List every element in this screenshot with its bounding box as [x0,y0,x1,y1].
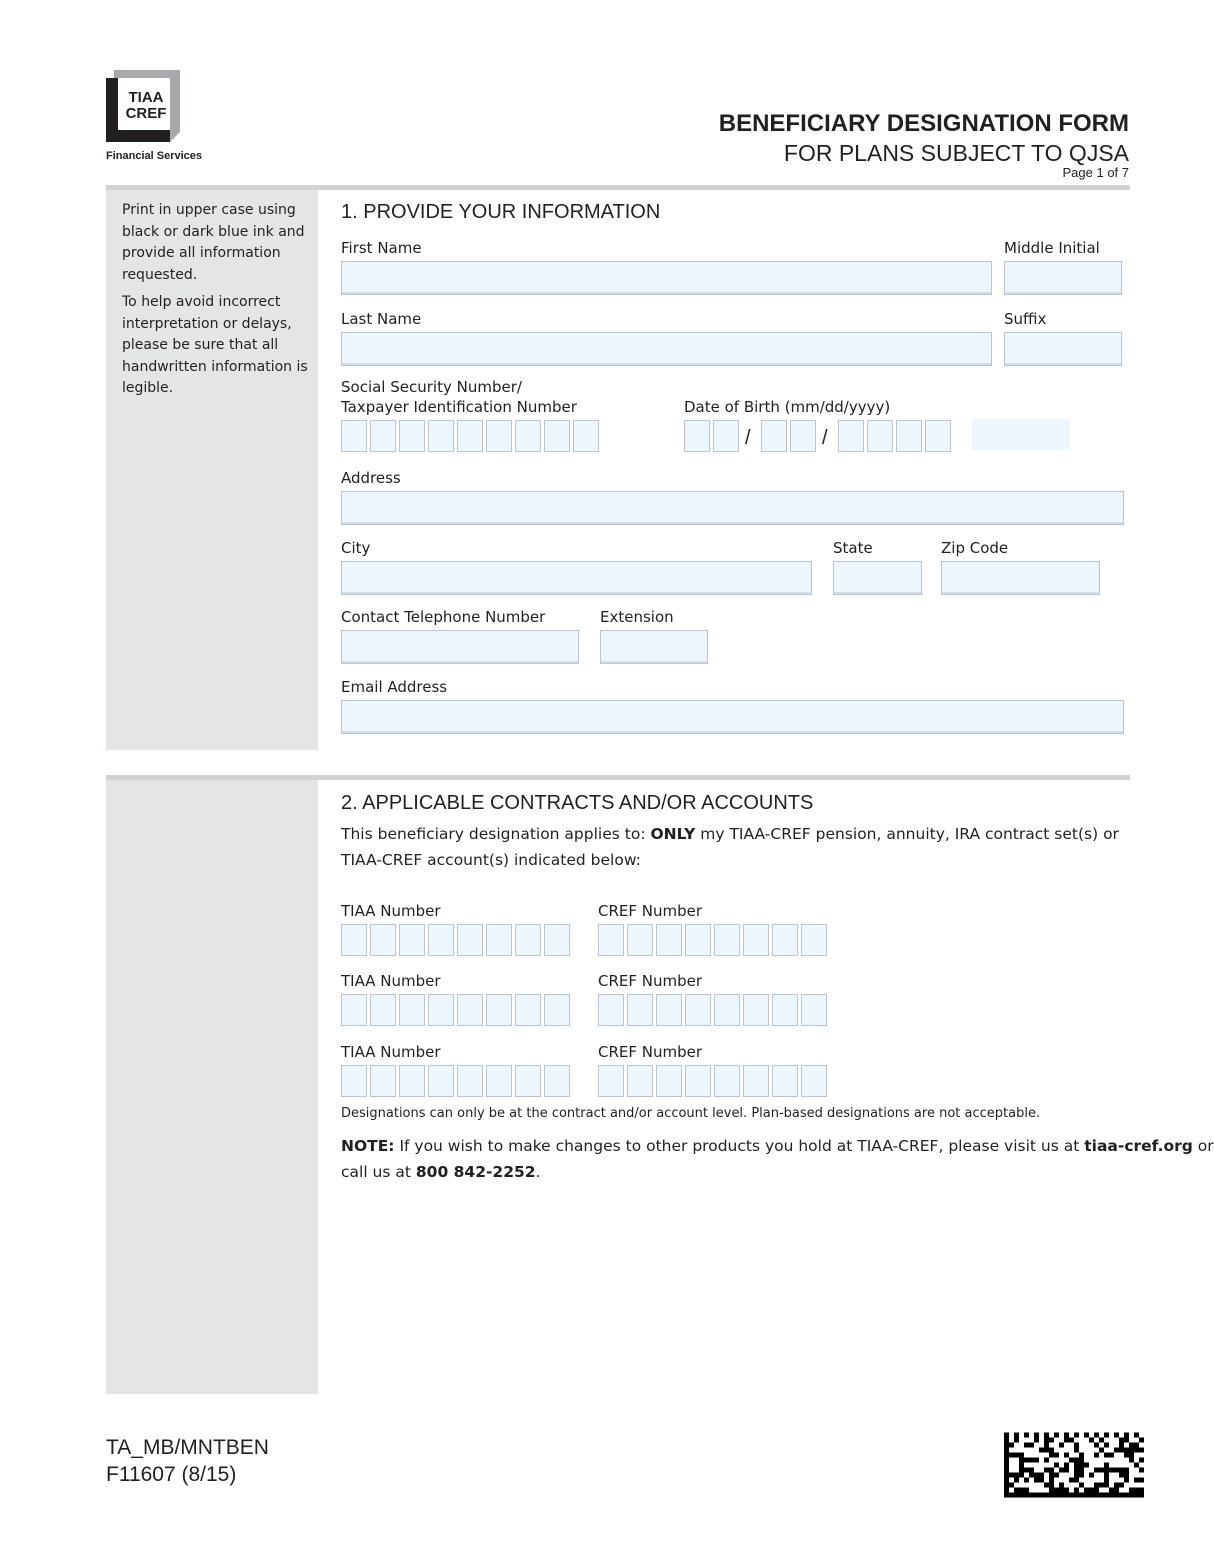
intro-text: This beneficiary designation applies to: [341,825,651,843]
dob-separator: / [822,427,828,449]
form-subtitle: FOR PLANS SUBJECT TO QJSA [783,140,1129,166]
barcode-module [1019,1473,1024,1478]
contact-note-line-1 [341,1133,1214,1159]
barcode-module [1134,1443,1139,1448]
section-2-sidebar [106,780,318,1394]
barcode-module [1074,1448,1079,1453]
barcode-module [1134,1433,1139,1438]
cref-digit[interactable] [714,994,740,1026]
barcode-module [1034,1438,1039,1443]
phone-label: Contact Telephone Number [341,608,546,626]
tiaa-digit[interactable] [341,994,367,1026]
barcode-module [1114,1433,1119,1438]
barcode-module [1124,1478,1129,1483]
first-name-label: First Name [341,239,422,257]
barcode-module [1024,1468,1029,1473]
barcode-module [1044,1443,1049,1448]
tiaa-number-input[interactable] [341,1065,570,1097]
tiaa-digit[interactable] [544,1065,570,1097]
barcode-module [1014,1453,1019,1458]
address-label: Address [341,469,401,487]
barcode-module [1139,1468,1144,1473]
cref-digit[interactable] [598,994,624,1026]
barcode-module [1054,1463,1059,1468]
barcode-module [1124,1453,1129,1458]
dob-digit[interactable] [925,420,951,452]
tiaa-number-label: TIAA Number [341,972,441,990]
cref-digit[interactable] [772,994,798,1026]
barcode-module [1074,1473,1079,1478]
tiaa-digit[interactable] [341,1065,367,1097]
cref-digit[interactable] [598,924,624,956]
barcode-module [1119,1448,1124,1453]
barcode-module [1009,1443,1014,1448]
cref-number-input[interactable] [598,994,827,1026]
barcode-module [1094,1488,1099,1493]
ssn-digit[interactable] [486,420,512,452]
barcode-module [1024,1433,1029,1438]
barcode-module [1104,1473,1109,1478]
tiaa-digit[interactable] [341,924,367,956]
barcode-module [1129,1453,1134,1458]
barcode-module [1104,1463,1109,1468]
barcode-module [1059,1443,1064,1448]
form-code: TA_MB/MNTBEN [106,1436,269,1459]
barcode-module [1039,1478,1044,1483]
tiaa-number-label: TIAA Number [341,902,441,920]
barcode-module [1074,1488,1079,1493]
barcode-module [1019,1453,1024,1458]
dob-digit[interactable] [896,420,922,452]
barcode-module [1094,1453,1099,1458]
barcode-module [1089,1438,1094,1443]
first-name-input[interactable] [341,261,992,295]
cref-number-label: CREF Number [598,902,703,920]
contact-note-line-2 [341,1159,1131,1185]
cref-digit[interactable] [598,1065,624,1097]
cref-digit[interactable] [772,1065,798,1097]
cref-digit[interactable] [743,994,769,1026]
barcode-module [1099,1468,1104,1473]
reserved-field [972,419,1070,450]
barcode-module [1049,1438,1054,1443]
dob-digit[interactable] [790,420,816,452]
barcode-module [1034,1473,1039,1478]
barcode-module [1094,1468,1099,1473]
dob-year-input[interactable] [838,420,951,452]
section-1-heading: 1. PROVIDE YOUR INFORMATION [341,201,661,223]
barcode-module [1074,1433,1079,1438]
barcode-module [1124,1473,1129,1478]
barcode-module [1134,1463,1139,1468]
barcode-module [1124,1468,1129,1473]
tiaa-number-label: TIAA Number [341,1043,441,1061]
intro-text: my TIAA-CREF pension, annuity, IRA contract set(s) or [695,825,1119,843]
barcode-module [1129,1448,1134,1453]
ssn-digit[interactable] [457,420,483,452]
barcode-module [1034,1433,1039,1438]
barcode-module [1094,1483,1099,1488]
tiaa-digit[interactable] [428,1065,454,1097]
dob-digit[interactable] [838,420,864,452]
barcode-module [1029,1443,1034,1448]
tiaa-digit[interactable] [399,1065,425,1097]
tiaa-digit[interactable] [370,1065,396,1097]
ssn-digit[interactable] [428,420,454,452]
barcode-module [1079,1483,1084,1488]
cref-digit[interactable] [685,924,711,956]
barcode-module [1129,1488,1134,1493]
barcode-module [1139,1438,1144,1443]
tiaa-digit[interactable] [544,924,570,956]
address-input[interactable] [341,491,1124,525]
intro-emphasis: ONLY [650,825,696,843]
barcode-module [1029,1458,1034,1463]
barcode-module [1099,1483,1104,1488]
barcode-module [1049,1468,1054,1473]
barcode-module [1074,1478,1079,1483]
barcode-module [1079,1473,1084,1478]
barcode-module [1119,1468,1124,1473]
cref-digit[interactable] [685,1065,711,1097]
website-link[interactable]: tiaa-cref.org [1084,1137,1193,1155]
barcode-module [1019,1463,1024,1468]
barcode-module [1049,1453,1054,1458]
intro-line-1 [341,821,1131,847]
ssn-digit[interactable] [399,420,425,452]
barcode-module [1069,1478,1074,1483]
dob-day-input[interactable] [761,420,816,452]
ssn-digit[interactable] [515,420,541,452]
barcode-module [1074,1443,1079,1448]
barcode-module [1064,1488,1069,1493]
ssn-digit[interactable] [370,420,396,452]
barcode-module [1069,1458,1074,1463]
barcode-module [1124,1438,1129,1443]
email-input[interactable] [341,700,1124,734]
barcode-module [1119,1473,1124,1478]
zip-label: Zip Code [941,539,1009,557]
barcode-module [1044,1433,1049,1438]
tiaa-digit[interactable] [515,924,541,956]
barcode-module [1124,1433,1129,1438]
barcode-module [1104,1478,1109,1483]
barcode-module [1019,1488,1024,1493]
barcode-module [1089,1488,1094,1493]
barcode-module [1074,1468,1079,1473]
barcode-module [1044,1458,1049,1463]
barcode-module [1139,1448,1144,1453]
barcode-module [1114,1448,1119,1453]
barcode-module [1104,1443,1109,1448]
cref-digit[interactable] [801,994,827,1026]
barcode-module [1054,1453,1059,1458]
barcode-module [1064,1463,1069,1468]
logo-wordmark [124,90,168,122]
barcode-module [1079,1463,1084,1468]
barcode-module [1034,1478,1039,1483]
barcode-module [1024,1488,1029,1493]
cref-digit[interactable] [743,924,769,956]
tiaa-digit[interactable] [399,994,425,1026]
tiaa-digit[interactable] [370,994,396,1026]
barcode-module [1084,1488,1089,1493]
ssn-label-line-1: Social Security Number/ [341,378,522,396]
ssn-digit[interactable] [341,420,367,452]
barcode-module [1029,1473,1034,1478]
intro-line-2: TIAA-CREF account(s) indicated below: [341,851,641,869]
barcode-module [1054,1473,1059,1478]
note-label: NOTE: [341,1137,395,1155]
tiaa-digit[interactable] [370,924,396,956]
note-text: call us at [341,1163,416,1181]
barcode-module [1019,1458,1024,1463]
middle-initial-label: Middle Initial [1004,239,1100,257]
cref-digit[interactable] [714,1065,740,1097]
dob-digit[interactable] [761,420,787,452]
barcode-module [1119,1483,1124,1488]
cref-digit[interactable] [656,994,682,1026]
barcode-module [1054,1488,1059,1493]
state-label: State [833,539,873,557]
barcode-module [1129,1443,1134,1448]
barcode-module [1104,1453,1109,1458]
barcode-module [1019,1468,1024,1473]
instructions-text-2: To help avoid incorrect interpretation or delays, please be sure that all handwritten information is legible. [122,294,308,396]
form-version: F11607 (8/15) [106,1463,237,1486]
logo-line-tiaa: TIAA [128,89,164,106]
city-label: City [341,539,371,557]
barcode-module [1024,1443,1029,1448]
instructions-sidebar [106,190,318,750]
cref-number-input[interactable] [598,1065,827,1097]
ssn-digit[interactable] [573,420,599,452]
barcode-module [1044,1448,1049,1453]
barcode-module [1039,1473,1044,1478]
tiaa-digit[interactable] [486,1065,512,1097]
barcode-module [1134,1478,1139,1483]
barcode-module [1114,1488,1119,1493]
logo-subtitle: Financial Services [106,150,202,162]
note-text: . [535,1163,541,1181]
suffix-label: Suffix [1004,310,1047,328]
cref-digit[interactable] [685,994,711,1026]
ssn-label-line-2: Taxpayer Identification Number [341,398,577,416]
barcode-module [1139,1488,1144,1493]
barcode-module [1139,1458,1144,1463]
city-input[interactable] [341,561,812,595]
extension-input[interactable] [600,630,708,664]
tiaa-number-input[interactable] [341,924,570,956]
barcode-module [1059,1468,1064,1473]
phone-input[interactable] [341,630,579,664]
cref-digit[interactable] [627,1065,653,1097]
barcode-module [1074,1458,1079,1463]
dob-label: Date of Birth (mm/dd/yyyy) [684,398,891,416]
barcode-module [1044,1438,1049,1443]
dob-digit[interactable] [684,420,710,452]
logo-line-cref: CREF [125,105,167,122]
cref-digit[interactable] [772,924,798,956]
note-text: If you wish to make changes to other products you hold at TIAA-CREF, please visit us at [394,1137,1085,1155]
section-2-heading: 2. APPLICABLE CONTRACTS AND/OR ACCOUNTS [341,792,814,814]
barcode-module [1139,1478,1144,1483]
cref-digit[interactable] [627,994,653,1026]
barcode-module [1064,1453,1069,1458]
barcode-module [1124,1448,1129,1453]
barcode-module [1044,1468,1049,1473]
barcode-module [1059,1483,1064,1488]
ssn-input[interactable] [341,420,599,452]
barcode-module [1134,1448,1139,1453]
barcode-module [1054,1433,1059,1438]
tiaa-digit[interactable] [515,994,541,1026]
barcode-module [1064,1438,1069,1443]
barcode-module [1089,1473,1094,1478]
tiaa-digit[interactable] [457,1065,483,1097]
last-name-input[interactable] [341,332,992,366]
tiaa-digit[interactable] [457,994,483,1026]
barcode-module [1079,1468,1084,1473]
barcode-module [1129,1458,1134,1463]
barcode-module [1039,1448,1044,1453]
cref-digit[interactable] [743,1065,769,1097]
barcode-module [1104,1433,1109,1438]
barcode-module [1049,1478,1054,1483]
barcode-module [1049,1483,1054,1488]
tiaa-digit[interactable] [486,994,512,1026]
cref-digit[interactable] [801,924,827,956]
tiaa-digit[interactable] [399,924,425,956]
tiaa-digit[interactable] [428,994,454,1026]
barcode-module [1094,1443,1099,1448]
barcode-module [1014,1488,1019,1493]
barcode-module [1119,1438,1124,1443]
barcode-module [1049,1473,1054,1478]
barcode-module [1084,1463,1089,1468]
note-text: or [1192,1137,1214,1155]
barcode-module [1114,1483,1119,1488]
barcode-module [1044,1483,1049,1488]
barcode-module [1014,1473,1019,1478]
ssn-digit[interactable] [544,420,570,452]
designations-note: Designations can only be at the contract and/or account level. Plan-based designations are not acceptable. [341,1106,1041,1121]
contact-note [341,1133,1214,1185]
dob-digit[interactable] [713,420,739,452]
barcode-module [1109,1468,1114,1473]
extension-label: Extension [600,608,674,626]
barcode-module [1134,1488,1139,1493]
phone-number: 800 842-2252 [415,1163,536,1181]
cref-digit[interactable] [801,1065,827,1097]
barcode-module [1079,1453,1084,1458]
barcode-module [1064,1468,1069,1473]
datamatrix-barcode-icon [1004,1432,1144,1498]
barcode-module [1094,1433,1099,1438]
form-title: BENEFICIARY DESIGNATION FORM [718,110,1129,137]
cref-number-label: CREF Number [598,1043,703,1061]
dob-digit[interactable] [867,420,893,452]
barcode-module [1084,1433,1089,1438]
barcode-module [1024,1458,1029,1463]
tiaa-digit[interactable] [457,924,483,956]
barcode-module [1099,1448,1104,1453]
barcode-module [1014,1433,1019,1438]
barcode-module [1069,1438,1074,1443]
barcode-module [1014,1478,1019,1483]
barcode-module [1024,1478,1029,1483]
cref-digit[interactable] [714,924,740,956]
instructions-text-1: Print in upper case using black or dark blue ink and provide all information requested. [122,202,305,283]
suffix-input[interactable] [1004,332,1122,366]
cref-number-input[interactable] [598,924,827,956]
barcode-module [1059,1488,1064,1493]
barcode-module [1109,1453,1114,1458]
dob-separator: / [745,427,751,449]
barcode-module [1104,1483,1109,1488]
barcode-module [1029,1468,1034,1473]
section-2-intro [341,821,1131,873]
tiaa-digit[interactable] [515,1065,541,1097]
zip-input[interactable] [941,561,1100,595]
barcode-module [1009,1483,1014,1488]
state-input[interactable] [833,561,922,595]
barcode-module [1104,1468,1109,1473]
cref-digit[interactable] [627,924,653,956]
cref-number-label: CREF Number [598,972,703,990]
barcode-module [1049,1448,1054,1453]
email-label: Email Address [341,678,448,696]
barcode-module [1034,1458,1039,1463]
barcode-module [1074,1463,1079,1468]
tiaa-number-input[interactable] [341,994,570,1026]
barcode-module [1114,1468,1119,1473]
tiaa-digit[interactable] [486,924,512,956]
barcode-module [1119,1443,1124,1448]
barcode-module [1109,1488,1114,1493]
page-number: Page 1 of 7 [1062,165,1129,180]
barcode-module [1049,1488,1054,1493]
form-identifier [106,1434,269,1488]
barcode-module [1009,1473,1014,1478]
cref-digit[interactable] [656,924,682,956]
barcode-module [1014,1438,1019,1443]
last-name-label: Last Name [341,310,422,328]
middle-initial-input[interactable] [1004,261,1122,295]
tiaa-digit[interactable] [544,994,570,1026]
barcode-module [1009,1453,1014,1458]
tiaa-digit[interactable] [428,924,454,956]
barcode-module [1064,1433,1069,1438]
barcode-module [1079,1458,1084,1463]
cref-digit[interactable] [656,1065,682,1097]
dob-month-input[interactable] [684,420,739,452]
barcode-module [1099,1438,1104,1443]
